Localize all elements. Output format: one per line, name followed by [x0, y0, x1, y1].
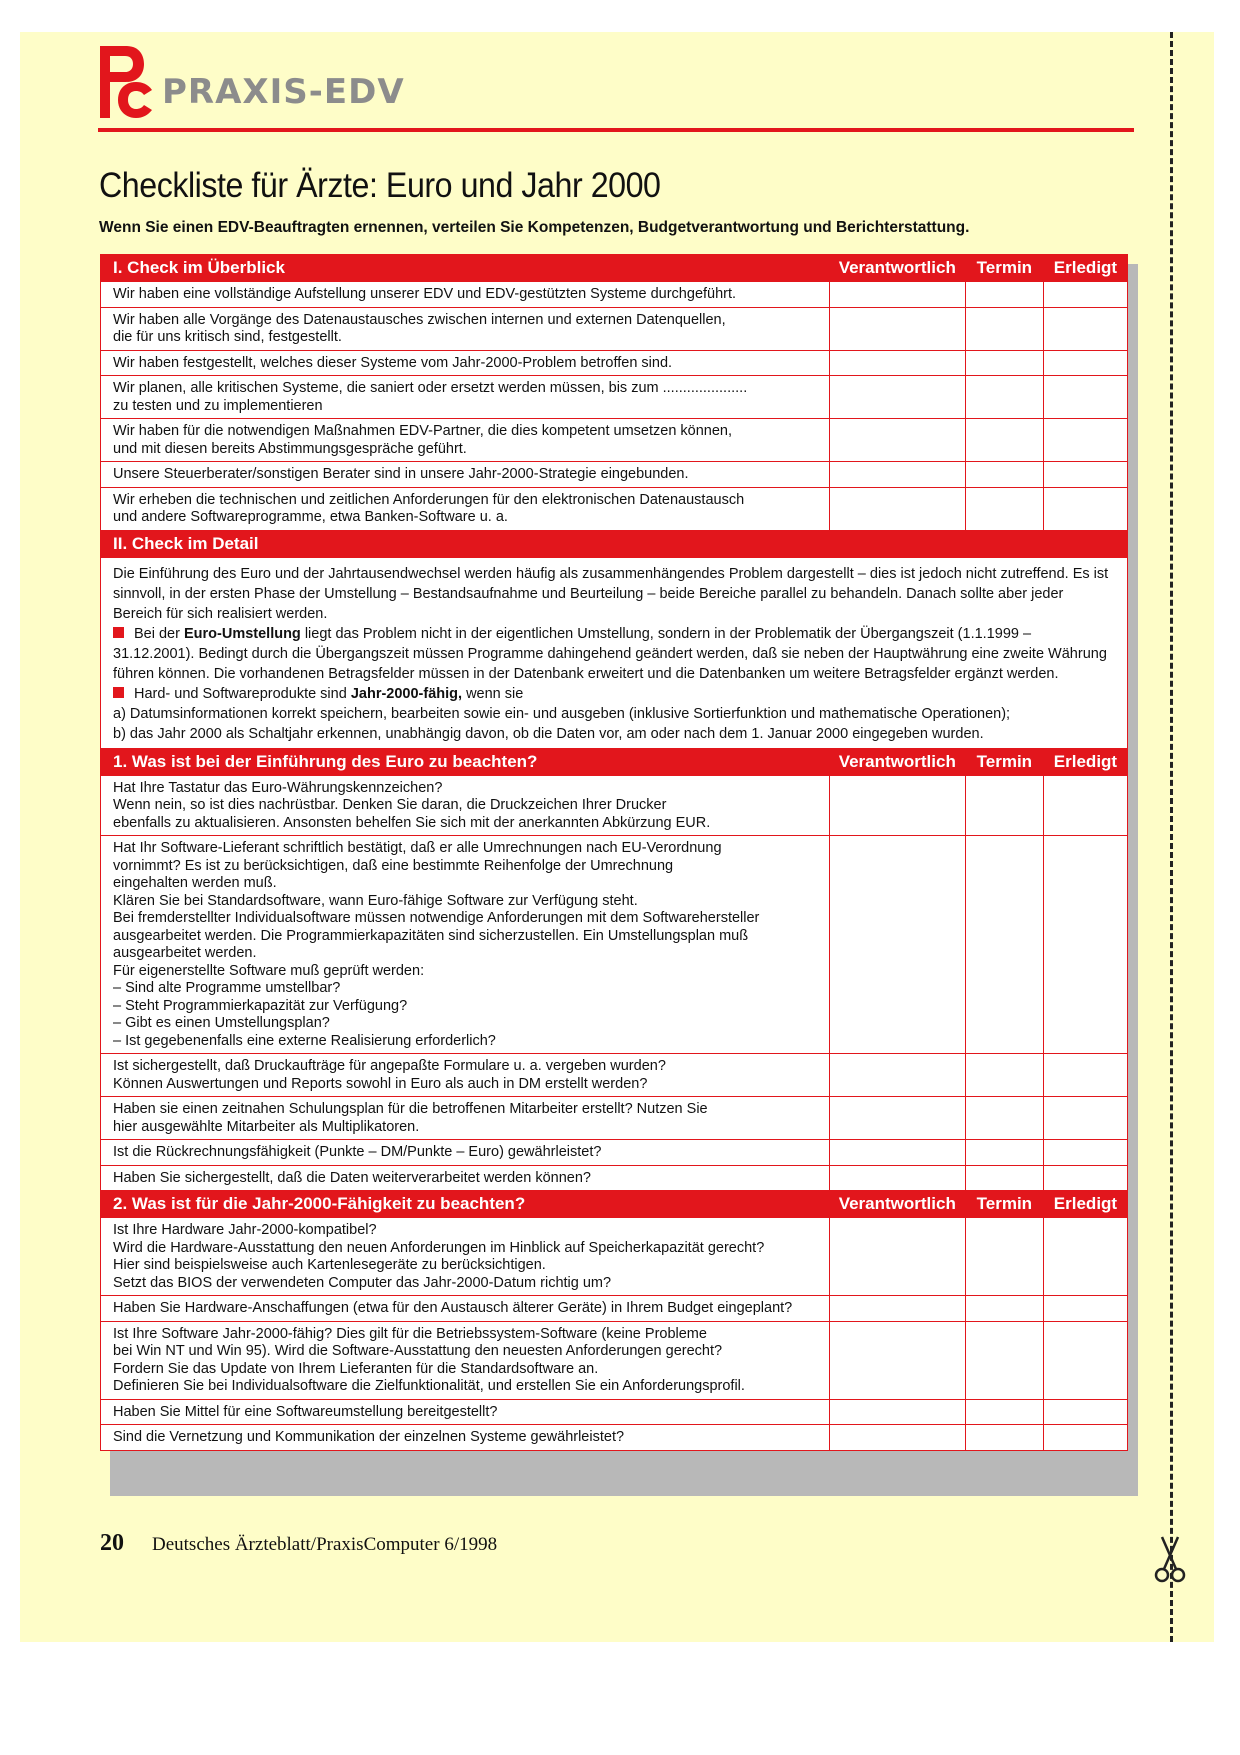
- responsible-cell[interactable]: [829, 419, 965, 462]
- done-cell[interactable]: [1043, 1425, 1127, 1451]
- responsible-cell[interactable]: [829, 836, 965, 1054]
- deadline-cell[interactable]: [965, 1218, 1043, 1296]
- checklist-row: [101, 836, 1128, 1054]
- checklist-item-text: Hat Ihre Tastatur das Euro-Währungskennzeichen? Wenn nein, so ist dies nachrüstbar. Denken Sie daran, die Druckzeichen Ihrer Drucker ebenfalls zu aktualisieren. Ansonsten behelfen Sie sich mit der anerkannten Abkürzung EUR.: [101, 775, 830, 836]
- checklist-row: [101, 350, 1128, 376]
- deadline-cell[interactable]: [965, 376, 1043, 419]
- deadline-cell[interactable]: [965, 836, 1043, 1054]
- deadline-cell[interactable]: [965, 775, 1043, 836]
- responsible-cell[interactable]: [829, 462, 965, 488]
- column-deadline: Termin: [965, 255, 1043, 282]
- column-responsible: Verantwortlich: [829, 1191, 965, 1218]
- checklist-row: [101, 1165, 1128, 1191]
- pc-logo: [98, 44, 154, 120]
- deadline-cell[interactable]: [965, 1321, 1043, 1399]
- responsible-cell[interactable]: [829, 1097, 965, 1140]
- done-cell[interactable]: [1043, 775, 1127, 836]
- checklist-row: [101, 487, 1128, 530]
- responsible-cell[interactable]: [829, 1296, 965, 1322]
- responsible-cell[interactable]: [829, 1165, 965, 1191]
- deadline-cell[interactable]: [965, 1165, 1043, 1191]
- section-y2k: [101, 1191, 1128, 1451]
- checklist-item-text: Wir haben festgestellt, welches dieser Systeme vom Jahr-2000-Problem betroffen sind.: [101, 350, 830, 376]
- checklist-item-text: Ist sichergestellt, daß Druckaufträge für angepaßte Formulare u. a. vergeben wurden? Können Auswertungen und Reports sowohl in Euro als auch in DM erstellt werden?: [101, 1054, 830, 1097]
- checklist-row: [101, 1399, 1128, 1425]
- checklist-row: [101, 282, 1128, 308]
- square-bullet-icon: [113, 627, 124, 638]
- done-cell[interactable]: [1043, 350, 1127, 376]
- checklist-row: [101, 775, 1128, 836]
- responsible-cell[interactable]: [829, 487, 965, 530]
- responsible-cell[interactable]: [829, 1140, 965, 1166]
- deadline-cell[interactable]: [965, 1399, 1043, 1425]
- checklist-item-text: Unsere Steuerberater/sonstigen Berater sind in unsere Jahr-2000-Strategie eingebunden.: [101, 462, 830, 488]
- checklist-item-text: Wir haben eine vollständige Aufstellung unserer EDV und EDV-gestützten Systeme durchgeführt.: [101, 282, 830, 308]
- deadline-cell[interactable]: [965, 1296, 1043, 1322]
- done-cell[interactable]: [1043, 1296, 1127, 1322]
- column-done: Erledigt: [1043, 1191, 1127, 1218]
- checklist-item-text: Sind die Vernetzung und Kommunikation der einzelnen Systeme gewährleistet?: [101, 1425, 830, 1451]
- checklist-item-text: Haben Sie Hardware-Anschaffungen (etwa für den Austausch älterer Geräte) in Ihrem Budget eingeplant?: [101, 1296, 830, 1322]
- euro-term: Euro-Umstellung: [183, 625, 301, 642]
- detail-y2k-criterion-b: b) das Jahr 2000 als Schaltjahr erkennen, unabhängig davon, ob die Daten vor, am oder nach dem 1. Januar 2000 eingegeben wurden.: [113, 725, 984, 742]
- checklist-item-text: Ist die Rückrechnungsfähigkeit (Punkte – DM/Punkte – Euro) gewährleistet?: [101, 1140, 830, 1166]
- checklist-item-text: Wir erheben die technischen und zeitlichen Anforderungen für den elektronischen Datenaustausch und andere Softwareprogramme, etwa Banken-Software u. a.: [101, 487, 830, 530]
- deadline-cell[interactable]: [965, 1054, 1043, 1097]
- responsible-cell[interactable]: [829, 376, 965, 419]
- section-heading: II. Check im Detail: [101, 530, 1128, 557]
- section-header: [101, 530, 1128, 557]
- checklist-table-wrap: [100, 254, 1128, 1451]
- responsible-cell[interactable]: [829, 307, 965, 350]
- deadline-cell[interactable]: [965, 462, 1043, 488]
- detail-intro: Die Einführung des Euro und der Jahrtausendwechsel werden häufig als zusammenhängendes Problem dargestellt – dies ist jedoch nicht zutreffend. Es ist sinnvoll, in der ersten Phase der Umstellung – Bestandsaufnahme und Beurteilung – beide Bereiche parallel zu behandeln. Danach sollte aber jeder Bereich für sich realisiert werden.: [113, 565, 1109, 622]
- checklist-row: [101, 376, 1128, 419]
- checklist-item-text: Wir haben für die notwendigen Maßnahmen EDV-Partner, die dies kompetent umsetzen können, und mit diesen bereits Abstimmungsgespräche geführt.: [101, 419, 830, 462]
- cut-line: [1170, 32, 1173, 1642]
- section-heading: 1. Was ist bei der Einführung des Euro zu beachten?: [101, 748, 830, 775]
- checklist-table: [100, 254, 1128, 1451]
- checklist-row: [101, 462, 1128, 488]
- checklist-item-text: Hat Ihr Software-Lieferant schriftlich bestätigt, daß er alle Umrechnungen nach EU-Verordnung vornimmt? Es ist zu berücksichtigen, daß eine bestimmte Reihenfolge der Umrechnung eingehalten werden muß. Klären Sie bei Standardsoftware, wann Euro-fähige Software zur Verfügung steht. Bei fremderstellter Individualsoftware müssen notwendige Anforderungen mit dem Softwarehersteller ausgearbeitet werden. Die Programmierkapazitäten sind sicherzustellen. Ein Umstellungsplan muß ausgearbeitet werden. Für eigenerstellte Software muß geprüft werden: – Sind alte Programme umstellbar? – Steht Programmierkapazität zur Verfügung? – Gibt es einen Umstellungsplan? – Ist gegebenenfalls eine externe Realisierung erforderlich?: [101, 836, 830, 1054]
- done-cell[interactable]: [1043, 1218, 1127, 1296]
- page-title: Checkliste für Ärzte: Euro und Jahr 2000: [99, 166, 661, 205]
- done-cell[interactable]: [1043, 487, 1127, 530]
- checklist-row: [101, 1097, 1128, 1140]
- checklist-row: [101, 1321, 1128, 1399]
- done-cell[interactable]: [1043, 376, 1127, 419]
- checklist-item-text: Ist Ihre Software Jahr-2000-fähig? Dies gilt für die Betriebssystem-Software (keine Probleme bei Win NT und Win 95). Wird die Software-Ausstattung den neuesten Anforderungen gerecht? Fordern Sie das Update von Ihrem Lieferanten für die Standardsoftware an. Definieren Sie bei Individualsoftware die Zielfunktionalität, und erstellen Sie ein Anforderungsprofil.: [101, 1321, 830, 1399]
- checklist-item-text: Ist Ihre Hardware Jahr-2000-kompatibel? Wird die Hardware-Ausstattung den neuen Anforderungen im Hinblick auf Speicherkapazität gerecht? Hier sind beispielsweise auch Kartenlesegeräte zu berücksichtigen. Setzt das BIOS der verwendeten Computer das Jahr-2000-Datum richtig um?: [101, 1218, 830, 1296]
- responsible-cell[interactable]: [829, 1321, 965, 1399]
- done-cell[interactable]: [1043, 836, 1127, 1054]
- section-heading: I. Check im Überblick: [101, 255, 830, 282]
- done-cell[interactable]: [1043, 1140, 1127, 1166]
- page-subtitle: Wenn Sie einen EDV-Beauftragten ernennen, verteilen Sie Kompetenzen, Budgetverantwortung und Berichterstattung.: [99, 219, 970, 236]
- section-header: [101, 748, 1128, 775]
- responsible-cell[interactable]: [829, 775, 965, 836]
- deadline-cell[interactable]: [965, 282, 1043, 308]
- section-overview: [101, 255, 1128, 531]
- header-rule: [98, 128, 1134, 132]
- done-cell[interactable]: [1043, 1321, 1127, 1399]
- scissors-icon: [1150, 1535, 1190, 1585]
- done-cell[interactable]: [1043, 307, 1127, 350]
- page-footer: [100, 1530, 497, 1557]
- checklist-row: [101, 1140, 1128, 1166]
- y2k-term: Jahr-2000-fähig,: [350, 685, 463, 702]
- detail-text: [101, 557, 1128, 748]
- checklist-row: [101, 307, 1128, 350]
- section-heading: 2. Was ist für die Jahr-2000-Fähigkeit zu beachten?: [101, 1191, 830, 1218]
- detail-row: [101, 557, 1128, 748]
- responsible-cell[interactable]: [829, 1218, 965, 1296]
- section-detail: [101, 530, 1128, 748]
- deadline-cell[interactable]: [965, 307, 1043, 350]
- checklist-item-text: Haben Sie Mittel für eine Softwareumstellung bereitgestellt?: [101, 1399, 830, 1425]
- checklist-row: [101, 419, 1128, 462]
- checklist-item-text: Haben sie einen zeitnahen Schulungsplan für die betroffenen Mitarbeiter erstellt? Nutzen Sie hier ausgewählte Mitarbeiter als Multiplikatoren.: [101, 1097, 830, 1140]
- done-cell[interactable]: [1043, 1054, 1127, 1097]
- responsible-cell[interactable]: [829, 350, 965, 376]
- column-deadline: Termin: [965, 1191, 1043, 1218]
- column-responsible: Verantwortlich: [829, 255, 965, 282]
- checklist-item-text: Wir planen, alle kritischen Systeme, die saniert oder ersetzt werden müssen, bis zum ..................... zu testen und zu implementieren: [101, 376, 830, 419]
- done-cell[interactable]: [1043, 1165, 1127, 1191]
- deadline-cell[interactable]: [965, 1097, 1043, 1140]
- column-done: Erledigt: [1043, 748, 1127, 775]
- detail-y2k-paragraph: Hard- und Softwareprodukte sind Jahr-2000-fähig, wenn sie: [113, 684, 1115, 704]
- done-cell[interactable]: [1043, 419, 1127, 462]
- deadline-cell[interactable]: [965, 419, 1043, 462]
- column-responsible: Verantwortlich: [829, 748, 965, 775]
- responsible-cell[interactable]: [829, 1054, 965, 1097]
- journal-citation: Deutsches Ärzteblatt/PraxisComputer 6/1998: [152, 1534, 498, 1555]
- checklist-item-text: Wir haben alle Vorgänge des Datenaustausches zwischen internen und externen Datenquellen, die für uns kritisch sind, festgestellt.: [101, 307, 830, 350]
- column-deadline: Termin: [965, 748, 1043, 775]
- responsible-cell[interactable]: [829, 282, 965, 308]
- brand-name: PRAXIS-EDV: [162, 72, 405, 112]
- deadline-cell[interactable]: [965, 1425, 1043, 1451]
- section-header: [101, 1191, 1128, 1218]
- done-cell[interactable]: [1043, 1097, 1127, 1140]
- deadline-cell[interactable]: [965, 1140, 1043, 1166]
- page-number: 20: [100, 1530, 124, 1556]
- checklist-item-text: Haben Sie sichergestellt, daß die Daten weiterverarbeitet werden können?: [101, 1165, 830, 1191]
- done-cell[interactable]: [1043, 1399, 1127, 1425]
- checklist-row: [101, 1425, 1128, 1451]
- responsible-cell[interactable]: [829, 1425, 965, 1451]
- detail-euro-paragraph: Bei der Euro-Umstellung liegt das Problem nicht in der eigentlichen Umstellung, sondern in der Problematik der Übergangszeit (1.1.1999 – 31.12.2001). Bedingt durch die Übergangszeit müssen Programme dahingehend geändert werden, daß sie neben der Hauptwährung eine zweite Währung führen können. Die vorhandenen Betragsfelder müssen in der Datenbank erweitert und die Datenbanken um weitere Betragsfelder ergänzt werden.: [113, 625, 1107, 682]
- responsible-cell[interactable]: [829, 1399, 965, 1425]
- section-euro: [101, 748, 1128, 1191]
- done-cell[interactable]: [1043, 462, 1127, 488]
- done-cell[interactable]: [1043, 282, 1127, 308]
- masthead: [98, 44, 1134, 128]
- deadline-cell[interactable]: [965, 350, 1043, 376]
- checklist-row: [101, 1054, 1128, 1097]
- column-done: Erledigt: [1043, 255, 1127, 282]
- detail-y2k-criterion-a: a) Datumsinformationen korrekt speichern, bearbeiten sowie ein- und ausgeben (inklusive Sortierfunktion und mathematische Operationen);: [113, 705, 1011, 722]
- square-bullet-icon: [113, 687, 124, 698]
- section-header: [101, 255, 1128, 282]
- deadline-cell[interactable]: [965, 487, 1043, 530]
- checklist-row: [101, 1218, 1128, 1296]
- checklist-row: [101, 1296, 1128, 1322]
